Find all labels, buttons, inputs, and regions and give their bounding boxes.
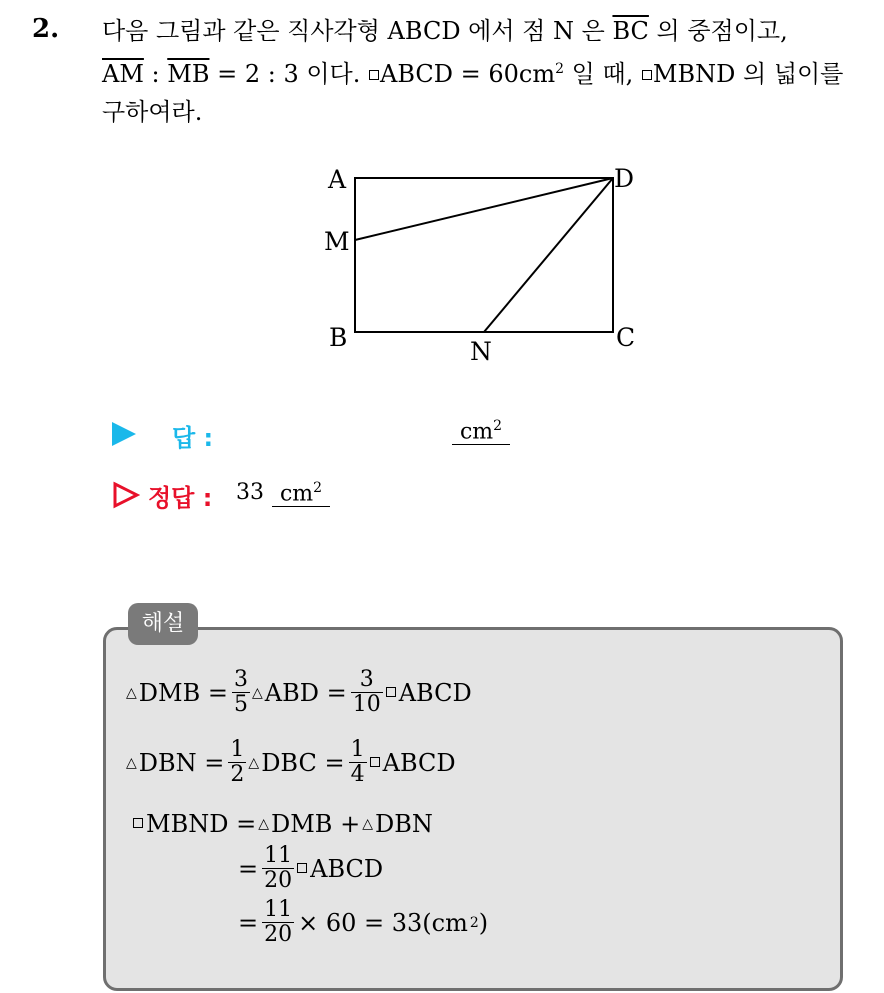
fraction: $\frac{3}{10}$	[352, 667, 381, 717]
correct-answer-row	[112, 478, 512, 514]
triangle-symbol-icon: △	[126, 754, 137, 771]
figure-svg	[320, 160, 660, 370]
question-text: 다음 그림과 같은 직사각형 ABCD 에서 점 N 은 $\overline{BC}$ 의 중점이고, $\overline{AM}$ : $\overline{MB} = 2$ : 3 이다. ABCD = $60cm^2$ 일 때, MBND 의 넓이를 구하여라.	[102, 17, 844, 126]
triangle-symbol-icon: △	[258, 816, 269, 832]
solution-line-1: △ DMB = $\frac{3}{5}$ △ ABD = $\frac{3}{10}$ ABCD	[126, 667, 472, 717]
label-c: C	[616, 323, 636, 352]
fraction: $\frac{11}{20}$	[264, 897, 293, 947]
fraction: $\frac{3}{5}$	[233, 667, 248, 717]
triangle-symbol-icon: △	[251, 684, 263, 701]
answer-label: 답 :	[172, 424, 214, 452]
triangle-symbol-icon: △	[248, 754, 260, 771]
segment-nd	[484, 178, 613, 332]
square-symbol-icon	[369, 70, 379, 80]
label-m: M	[324, 227, 350, 256]
label-b: B	[329, 323, 348, 352]
square-symbol-icon	[386, 687, 396, 697]
square-symbol-icon	[370, 757, 380, 767]
fraction: $\frac{1}{2}$	[230, 737, 245, 787]
label-a: A	[328, 165, 347, 194]
segment-md	[355, 178, 613, 240]
solution-line-5: = $\frac{11}{20}$ × 60 = 33(cm 2 )	[238, 897, 489, 947]
correct-answer-label: 정답 :	[148, 484, 213, 512]
solution-line-4: = $\frac{11}{20}$ ABCD	[238, 843, 384, 893]
question-number: 2.	[32, 14, 60, 44]
square-symbol-icon	[642, 70, 652, 80]
solution-tab: 해설	[128, 603, 198, 645]
answer-row	[112, 418, 532, 454]
fraction: $\frac{11}{20}$	[264, 843, 293, 893]
triangle-symbol-icon: △	[362, 816, 373, 832]
label-n: N	[470, 337, 492, 366]
fraction: $\frac{1}{4}$	[350, 737, 365, 787]
correct-answer-unit: $cm^2$	[272, 480, 330, 507]
solution-line-3: MBND = △ DMB + △ DBN	[132, 810, 435, 838]
play-arrow-icon	[112, 422, 136, 446]
triangle-symbol-icon: △	[126, 684, 137, 701]
label-d: D	[614, 164, 635, 193]
solution-line-2: △ DBN = $\frac{1}{2}$ △ DBC = $\frac{1}{4}$ ABCD	[126, 737, 456, 787]
outline-arrow-icon	[112, 481, 140, 509]
square-symbol-icon	[297, 863, 307, 873]
answer-blank[interactable]: $cm^2$	[452, 418, 510, 445]
correct-answer-value: 33	[236, 480, 264, 505]
square-symbol-icon	[133, 818, 143, 828]
rectangle-figure	[320, 160, 660, 370]
rectangle-abcd	[355, 178, 613, 332]
